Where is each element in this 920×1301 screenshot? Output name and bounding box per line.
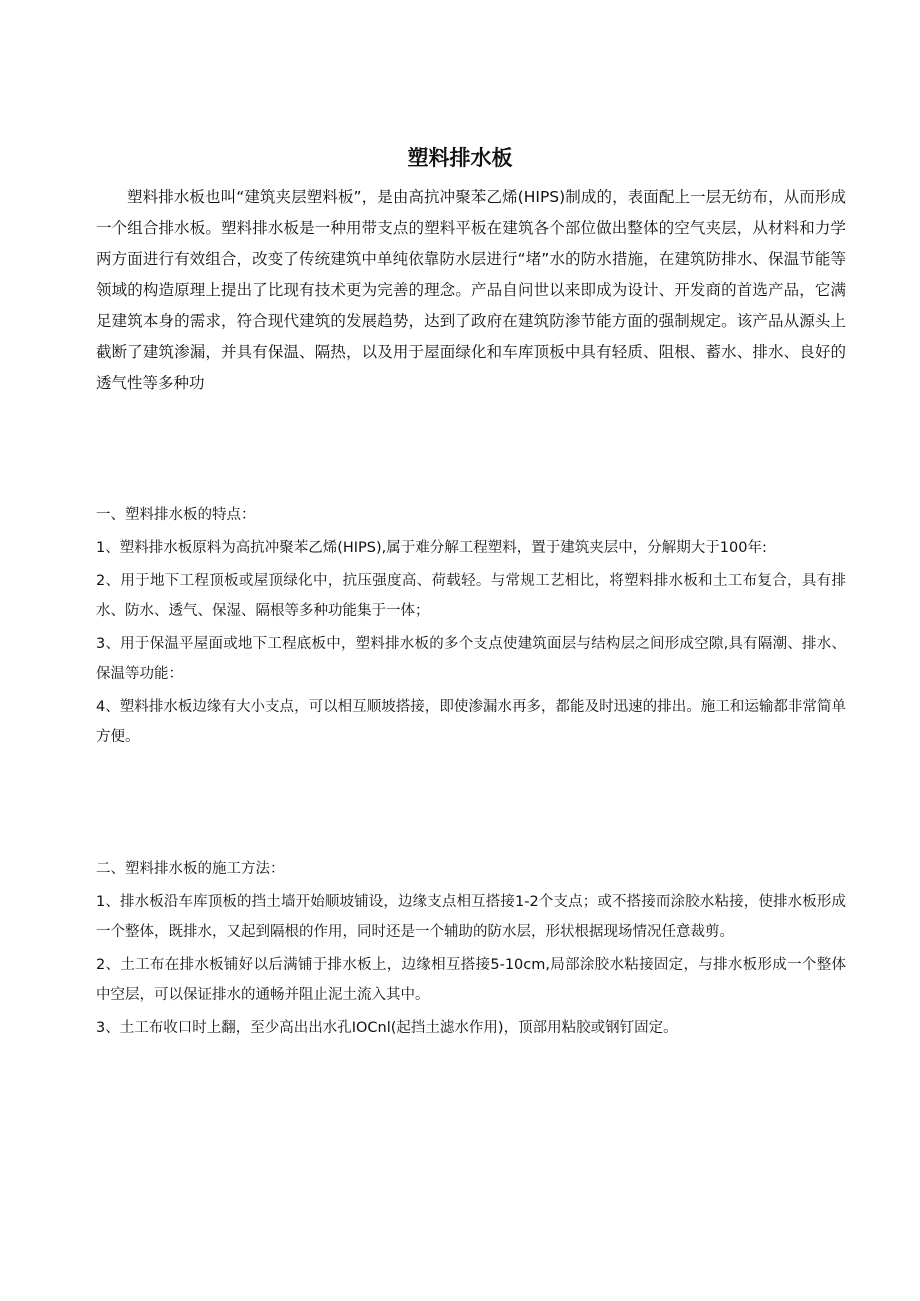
section-features [96,500,846,755]
list-item: 1、排水板沿车库顶板的挡土墙开始顺坡铺设，边缘支点相互搭接1-2个支点；或不搭接而涂胶水粘接，使排水板形成一个整体，既排水，又起到隔根的作用，同时还是一个辅助的防水层，形状根据现场情况任意裁剪。 [96,894,846,940]
intro-paragraph: 塑料排水板也叫“建筑夹层塑料板”，是由高抗冲聚苯乙烯(HIPS)制成的，表面配上一层无纺布，从而形成一个组合排水板。塑料排水板是一种用带支点的塑料平板在建筑各个部位做出整体的空气夹层，从材料和力学两方面进行有效组合，改变了传统建筑中单纯依靠防水层进行“堵”水的防水措施，在建筑防排水、保温节能等领域的构造原理上提出了比现有技术更为完善的理念。产品自问世以来即成为设计、开发商的首选产品，它满足建筑本身的需求，符合现代建筑的发展趋势，达到了政府在建筑防渗节能方面的强制规定。该产品从源头上截断了建筑渗漏，并具有保温、隔热，以及用于屋面绿化和车库顶板中具有轻质、阻根、蓄水、排水、良好的透气性等多种功 [96,188,846,392]
list-item: 4、塑料排水板边缘有大小支点，可以相互顺坡搭接，即使渗漏水再多，都能及时迅速的排出。施工和运输都非常简单方便。 [96,699,846,745]
section-heading: 二、塑料排水板的施工方法： [96,861,285,877]
list-item: 3、土工布收口时上翻，至少高出出水孔IOCnl(起挡土滤水作用)，顶部用粘胶或钢钉固定。 [96,1020,678,1036]
section-construction [96,854,846,1046]
list-item: 2、土工布在排水板铺好以后满铺于排水板上，边缘相互搭接5-10cm,局部涂胶水粘接固定，与排水板形成一个整体中空层，可以保证排水的通畅并阻止泥土流入其中。 [96,957,846,1003]
list-item: 3、用于保温平屋面或地下工程底板中，塑料排水板的多个支点使建筑面层与结构层之间形成空隙,具有隔潮、排水、保温等功能： [96,636,846,682]
list-item: 2、用于地下工程顶板或屋顶绿化中，抗压强度高、荷载轻。与常规工艺相比，将塑料排水板和土工布复合，具有排水、防水、透气、保湿、隔根等多种功能集于一体； [96,573,846,619]
section-heading: 一、塑料排水板的特点： [96,507,256,523]
list-item: 1、塑料排水板原料为高抗冲聚苯乙烯(HIPS),属于难分解工程塑料，置于建筑夹层中，分解期大于100年: [96,540,767,556]
document-title: 塑料排水板 [407,146,513,170]
